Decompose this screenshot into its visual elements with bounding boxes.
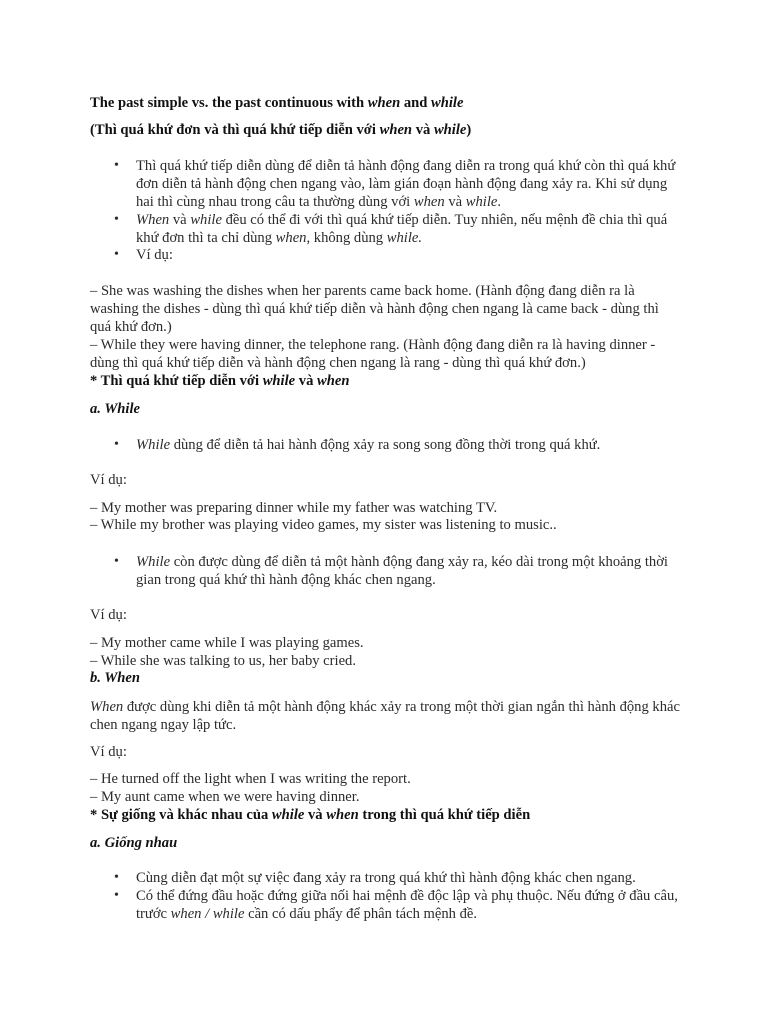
heading-text: * Sự giống và khác nhau của (90, 807, 272, 823)
paragraph-when: When (90, 699, 124, 715)
subheading-while (90, 400, 680, 418)
bullet-text: còn được dùng để diễn tả một hành động đang xảy ra, kéo dài trong một khoảng thời gian trong quá khứ thì hành động khác chen ngang. (136, 554, 668, 588)
example-label: Ví dụ: (90, 607, 127, 623)
doc-title (90, 94, 680, 112)
when-paragraph (90, 698, 680, 734)
subtitle-while: while (433, 122, 467, 138)
example-line: – My aunt came when we were having dinner. (90, 789, 360, 805)
subheading-text: b. When (90, 670, 141, 686)
example-paragraph: – She was washing the dishes when her parents came back home. (Hành động đang diễn ra là washing the dishes - dùng thì quá khứ tiếp diễn và hành động chen ngang là came back - dùng thì quá khứ đơn.) (90, 283, 659, 335)
bullet-while: while (465, 194, 498, 210)
bullet-text: đều có thể đi với thì quá khứ tiếp diễn. Tuy nhiên, nếu mệnh đề chia thì quá khứ đơn thì ta chỉ dùng (136, 212, 668, 246)
bullet-while: while. (386, 230, 423, 246)
bullet-while: While (136, 554, 171, 570)
bullet-text: Cùng diễn đạt một sự việc đang xảy ra trong quá khứ thì hành động khác chen ngang. (136, 870, 636, 886)
subtitle-close: ) (466, 122, 472, 138)
bullet-when: When (136, 212, 170, 228)
paragraph-text: được dùng khi diễn tả một hành động khác xảy ra trong một thời gian ngắn thì hành động khác chen ngang ngay lập tức. (90, 699, 680, 733)
list-item (136, 436, 681, 454)
bullet-text: cần có dấu phẩy để phân tách mệnh đề. (244, 906, 478, 922)
bullet-and: và (169, 212, 191, 228)
heading-text: * Thì quá khứ tiếp diễn với (90, 373, 263, 389)
subtitle-and: và (412, 122, 434, 138)
example-label: Ví dụ: (90, 744, 127, 760)
heading-while: while (262, 373, 296, 389)
section-heading (90, 372, 680, 390)
example-line: – While my brother was playing video games, my sister was listening to music.. (90, 517, 557, 533)
section-heading (90, 806, 710, 824)
subtitle-when: when (379, 122, 413, 138)
title-while: while (431, 95, 464, 111)
title-and: and (400, 95, 432, 111)
doc-subtitle (90, 121, 680, 139)
heading-text: trong thì quá khứ tiếp diễn (358, 807, 531, 823)
bullet-and: và (444, 194, 466, 210)
heading-and: và (295, 373, 318, 389)
list-item (136, 887, 681, 923)
bullet-text: Ví dụ: (136, 247, 173, 263)
bullet-when: when (413, 194, 445, 210)
bullet-while: while (190, 212, 222, 228)
bullet-text: dùng để diễn tả hai hành động xảy ra song song đồng thời trong quá khứ. (170, 437, 601, 453)
bullet-end: . (497, 194, 502, 210)
subheading-when (90, 669, 680, 687)
subtitle-text: (Thì quá khứ đơn và thì quá khứ tiếp diễn với (90, 122, 380, 138)
example-line: – He turned off the light when I was writing the report. (90, 771, 411, 787)
heading-while: while (271, 807, 305, 823)
subheading-giong (90, 834, 680, 852)
list-item (136, 157, 681, 211)
example-line: – My mother came while I was playing games. (90, 635, 364, 651)
title-when: when (367, 95, 401, 111)
bullet-while: While (136, 437, 171, 453)
bullet-text: Có thể đứng đầu hoặc đứng giữa nối hai mệnh đề độc lập và phụ thuộc. Nếu đứng ở đầu câu, trước (136, 888, 678, 922)
list-item (136, 211, 681, 247)
bullet-when-while: when / while (170, 906, 245, 922)
bullet-when: when (275, 230, 307, 246)
bullet-text: Thì quá khứ tiếp diễn dùng để diễn tả hành động đang diễn ra trong quá khứ còn thì quá khứ đơn diễn tả hành động chen ngang vào, làm gián đoạn hành động đang xảy ra. Khi sử dụng hai thì cùng nhau trong câu ta thường dùng với (136, 158, 676, 210)
example-label: Ví dụ: (90, 472, 127, 488)
heading-when: when (317, 373, 350, 389)
title-text: The past simple vs. the past continuous with (90, 95, 368, 111)
list-item (136, 869, 681, 887)
subheading-text: a. While (90, 401, 141, 417)
list-item (136, 553, 681, 589)
bullet-text: , không dùng (306, 230, 387, 246)
example-line: – My mother was preparing dinner while my father was watching TV. (90, 500, 498, 516)
example-line: – While she was talking to us, her baby cried. (90, 653, 357, 669)
heading-and: và (304, 807, 327, 823)
subheading-text: a. Giống nhau (90, 835, 178, 851)
heading-when: when (326, 807, 359, 823)
example-paragraph: – While they were having dinner, the telephone rang. (Hành động đang diễn ra là having dinner - dùng thì quá khứ tiếp diễn và hành động chen ngang là rang - dùng thì quá khứ đơn.) (90, 337, 656, 371)
list-item (136, 246, 681, 264)
